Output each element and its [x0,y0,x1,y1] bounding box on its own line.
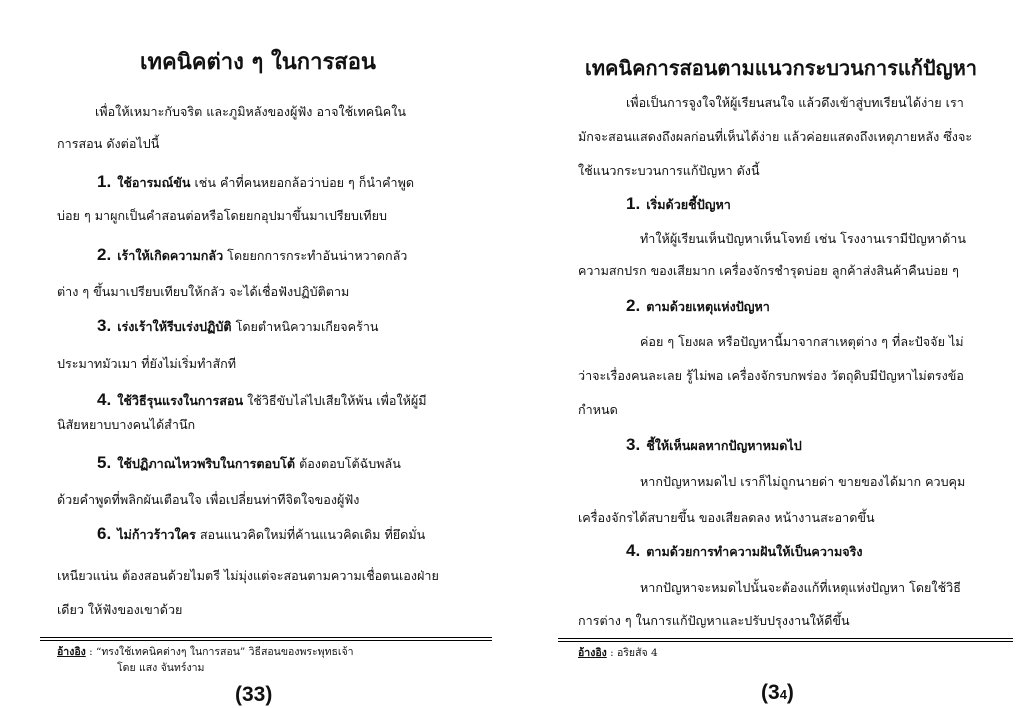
left-footnote-rule [40,640,492,641]
right-intro-line-2: มักจะสอนแสดงถึงผลก่อนที่เห็นได้ง่าย แล้วค่อยแสดงถึงเหตุภายหลัง ซึ่งจะ [578,129,973,144]
left-item-3-heading [97,318,379,335]
right-item-3-heading [626,437,802,454]
right-footnote-rule [558,641,1013,642]
right-item-2-heading [626,298,770,315]
reference-label: อ้างอิง [578,647,607,659]
right-item-1-body-2: ความสกปรก ของเสียมาก เครื่องจักรชำรุดบ่อย ลูกค้าส่งสินค้าคืนบ่อย ๆ [578,263,959,278]
left-item-head: ใช้อารมณ์ขัน [117,175,191,190]
left-intro-line-2: การสอน ดังต่อไปนี้ [57,136,160,151]
left-item-number: 5. [97,453,112,472]
left-page [0,0,505,708]
left-item-text: โดยตำหนิความเกียจคร้าน [231,319,379,334]
left-item-6-line-3: เดียว ให้ฟังของเขาด้วย [57,602,183,617]
left-page-number: (33) [235,683,273,706]
page-number-sub: 4 [779,687,787,702]
left-item-number: 3. [97,316,112,335]
reference-text: : อริยสัจ 4 [606,647,658,659]
right-item-3-body-1: หากปัญหาหมดไป เราก็ไม่ถูกนายด่า ขายของได้มาก ควบคุม [640,474,966,489]
right-item-number: 4. [626,541,641,560]
left-footnote-rule [40,637,492,638]
right-item-head: ตามด้วยการทำความฝันให้เป็นความจริง [646,544,863,559]
right-item-number: 2. [626,296,641,315]
right-item-3-body-2: เครื่องจักรได้สบายขึ้น ของเสียลดลง หน้างานสะอาดขึ้น [578,510,875,525]
right-intro-line-3: ใช้แนวกระบวนการแก้ปัญหา ดังนี้ [578,163,760,178]
left-item-number: 4. [97,390,112,409]
left-page-title: เทคนิคต่าง ๆ ในการสอน [140,49,376,75]
left-item-6-heading [97,526,425,543]
left-item-5-line-2: ด้วยคำพูดที่พลิกผันเตือนใจ เพื่อเปลี่ยนท่าทีจิตใจของผู้ฟัง [57,492,360,507]
right-item-4-heading [626,543,863,560]
left-item-text: ต้องตอบโต้ฉับพลัน [295,456,401,471]
right-intro-line-1: เพื่อเป็นการจูงใจให้ผู้เรียนสนใจ แล้วดึงเข้าสู่บทเรียนได้ง่าย เรา [626,95,964,110]
right-item-1-heading [626,196,731,213]
left-reference-author: โดย แสง จันทร์งาม [117,662,205,674]
left-item-4-line-2: นิสัยหยาบบางคนได้สำนึก [57,417,196,432]
left-item-head: ใช้ปฏิภาณไหวพริบในการตอบโต้ [117,456,296,471]
left-item-head: ใช้วิธีรุนแรงในการสอน [117,393,244,408]
reference-text: : “ทรงใช้เทคนิคต่างๆ ในการสอน” วิธีสอนของพระพุทธเจ้า [85,646,354,658]
right-item-head: ตามด้วยเหตุแห่งปัญหา [646,299,770,314]
right-item-2-body-1: ค่อย ๆ โยงผล หรือปัญหานี้มาจากสาเหตุต่าง ๆ ที่ละปัจจัย ไม่ [640,334,964,349]
right-item-2-body-2: ว่าจะเรื่องคนละเลย รู้ไม่พอ เครื่องจักรบกพร่อง วัตถุดิบมีปัญหาไม่ตรงข้อ [578,368,964,383]
left-item-1-heading [97,174,414,191]
left-item-2-line-2: ต่าง ๆ ขึ้นมาเปรียบเทียบให้กลัว จะได้เชื่อฟังปฏิบัติตาม [57,284,350,299]
right-page [508,0,1023,708]
right-item-head: ชี้ให้เห็นผลหากปัญหาหมดไป [646,438,802,453]
page-number-close: ) [786,681,794,704]
left-item-number: 6. [97,524,112,543]
right-page-title: เทคนิคการสอนตามแนวกระบวนการแก้ปัญหา [585,56,978,80]
left-item-4-heading [97,392,427,409]
right-item-4-body-2: การต่าง ๆ ในการแก้ปัญหาและปรับปรุงงานให้ดีขึ้น [578,613,850,628]
left-item-text: โดยยกการกระทำอันน่าหวาดกลัว [223,248,408,263]
left-item-1-line-2: บ่อย ๆ มาผูกเป็นคำสอนต่อหรือโดยยกอุปมาขึ้นมาเปรียบเทียบ [57,208,387,223]
right-item-head: เริ่มด้วยชี้ปัญหา [646,197,731,212]
right-footnote-rule [558,638,1013,639]
left-item-number: 2. [97,245,112,264]
right-item-4-body-1: หากปัญหาจะหมดไปนั้นจะต้องแก้ที่เหตุแห่งปัญหา โดยใช้วิธี [640,580,961,595]
left-item-head: เร้าให้เกิดความกลัว [117,248,224,263]
left-item-text: เช่น คำที่คนหยอกล้อว่าบ่อย ๆ ก็นำคำพูด [190,175,415,190]
right-item-number: 3. [626,435,641,454]
left-item-text: สอนแนวคิดใหม่ที่ค้านแนวคิดเดิม ที่ยึดมั่น [195,527,426,542]
left-item-2-heading [97,247,407,264]
left-item-3-line-2: ประมาทมัวเมา ที่ยังไม่เริ่มทำสักที [57,356,237,371]
left-item-6-line-2: เหนียวแน่น ต้องสอนด้วยไมตรี ไม่มุ่งแต่จะสอนตามความเชื่อตนเองฝ่าย [57,568,439,583]
right-item-2-body-3: กำหนด [578,402,618,417]
left-reference [57,646,354,659]
right-reference [578,647,658,660]
left-item-number: 1. [97,172,112,191]
right-item-number: 1. [626,194,641,213]
page-number-main: (3 [761,681,780,704]
reference-label: อ้างอิง [57,646,86,658]
left-item-head: เร่งเร้าให้รีบเร่งปฏิบัติ [117,319,232,334]
right-item-1-body-1: ทำให้ผู้เรียนเห็นปัญหาเห็นโจทย์ เช่น โรงงานเรามีปัญหาด้าน [640,231,966,246]
left-item-text: ใช้วิธีขับไล่ไปเสียให้พ้น เพื่อให้ผู้มี [243,393,427,408]
right-page-number [761,681,794,705]
left-item-5-heading [97,455,401,472]
left-item-head: ไม่ก้าวร้าวใคร [117,527,196,542]
left-intro-line-1: เพื่อให้เหมาะกับจริต และภูมิหลังของผู้ฟัง อาจใช้เทคนิคใน [95,104,406,119]
